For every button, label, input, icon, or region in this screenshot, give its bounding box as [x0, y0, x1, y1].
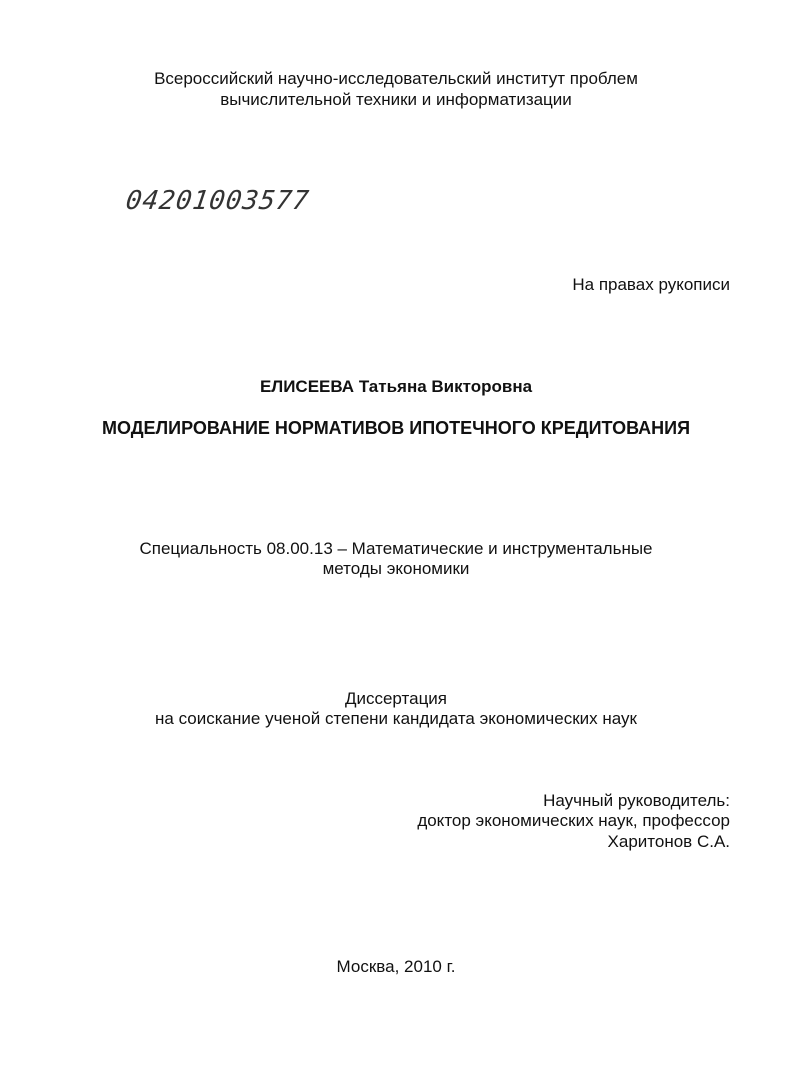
specialty-line-2: методы экономики	[322, 559, 470, 578]
supervisor-name: Харитонов С.А.	[607, 832, 730, 851]
institution-line-1: Всероссийский научно-исследовательский институт проблем	[154, 69, 638, 88]
supervisor-degree: доктор экономических наук, профессор	[417, 811, 730, 830]
author-given-names: Татьяна Викторовна	[358, 377, 533, 396]
specialty-line-1: Специальность 08.00.13 – Математические и инструментальные	[139, 539, 653, 558]
institution-line-2: вычислительной техники и информатизации	[220, 90, 572, 109]
handwritten-archive-number: 04201003577	[123, 186, 312, 216]
degree-sought: на соискание ученой степени кандидата экономических наук	[155, 709, 637, 728]
author-name	[0, 376, 792, 397]
supervisor-label: Научный руководитель:	[543, 791, 730, 810]
manuscript-note: На правах рукописи	[572, 275, 730, 294]
place-and-year: Москва, 2010 г.	[336, 957, 456, 976]
dissertation-title: МОДЕЛИРОВАНИЕ НОРМАТИВОВ ИПОТЕЧНОГО КРЕДИТОВАНИЯ	[101, 418, 691, 438]
author-surname: ЕЛИСЕЕВА	[259, 377, 355, 396]
dissertation-type: Диссертация	[344, 689, 448, 708]
